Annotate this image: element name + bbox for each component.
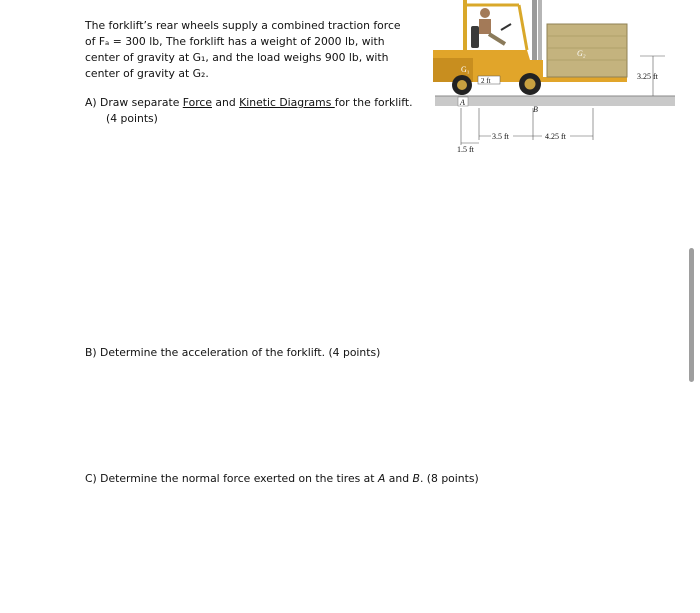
point-b-label: B [533, 105, 538, 114]
steering-wheel [501, 24, 511, 30]
kinetic-diagram-term: Kinetic Diagrams [239, 96, 335, 109]
point-a-label: A [460, 98, 465, 107]
dim-35-label: 3.5 ft [492, 132, 509, 141]
dim-425-label: 4.25 ft [545, 132, 566, 141]
front-wheel-hub [525, 79, 536, 90]
dim-325-label: 3.25 ft [637, 72, 658, 81]
dim-2ft-label: 2 ft [481, 77, 491, 85]
problem-line-3: center of gravity at G₁, and the load weighs 900 lb, with [85, 51, 389, 64]
scrollbar-thumb[interactable] [689, 248, 694, 382]
question-a-suffix: for the forklift. [334, 96, 413, 109]
seat [471, 26, 479, 48]
problem-line-2: of Fₐ = 300 lb, The forklift has a weight of 2000 lb, with [85, 35, 385, 48]
guard-rear-post [463, 0, 467, 50]
load-crate [547, 24, 627, 77]
g1-label: G₁ [461, 65, 470, 74]
problem-line-1: The forklift’s rear wheels supply a combined traction force [85, 19, 401, 32]
question-c-and: and [385, 472, 413, 485]
point-a-ref: A [377, 472, 386, 485]
point-b-ref: B [412, 472, 420, 485]
rear-wheel-hub [457, 80, 467, 90]
driver-body [479, 19, 491, 34]
ground [435, 96, 675, 106]
g2-label: G₂ [577, 49, 586, 58]
guard-front-post [519, 5, 527, 50]
driver-head [480, 8, 490, 18]
problem-statement [85, 18, 415, 82]
question-a-prefix: A) Draw separate [85, 96, 183, 109]
question-a-and: and [211, 96, 240, 109]
force-diagram-term: Force [182, 96, 212, 109]
question-a [85, 95, 413, 127]
question-b: B) Determine the acceleration of the forklift. (4 points) [85, 346, 381, 359]
driver-legs [489, 34, 505, 44]
problem-line-4: center of gravity at G₂. [85, 67, 209, 80]
question-c [85, 472, 479, 485]
dim-15-label: 1.5 ft [457, 145, 474, 154]
question-c-suffix: . (8 points) [419, 472, 479, 485]
question-c-prefix: C) Determine the normal force exerted on the tires at [85, 472, 378, 485]
forks [543, 77, 627, 82]
forklift-figure [425, 0, 685, 160]
question-a-points: (4 points) [106, 112, 158, 125]
